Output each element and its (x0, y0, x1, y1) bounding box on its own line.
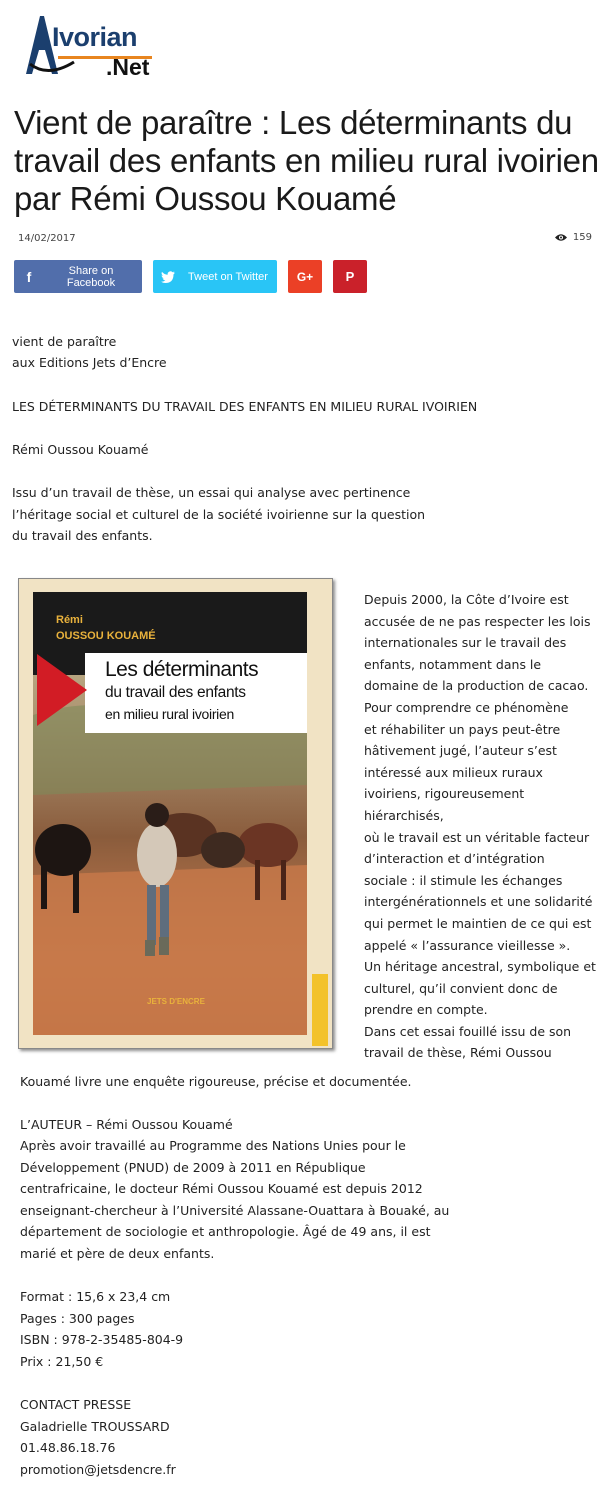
spec-isbn: ISBN : 978-2-35485-804-9 (20, 1332, 184, 1347)
share-facebook-button[interactable] (14, 260, 142, 293)
contact-phone: 01.48.86.18.76 (20, 1440, 116, 1455)
about-line: marié et père de deux enfants. (20, 1246, 215, 1261)
book-cover-image (18, 578, 333, 1049)
side-line: intergénérationnels et une solidarité (364, 894, 593, 910)
side-line: ivoiriens, rigoureusement (364, 786, 525, 802)
book-title-caps: LES DÉTERMINANTS DU TRAVAIL DES ENFANTS EN MILIEU RURAL IVOIRIEN (12, 399, 478, 414)
cover-title-line-3: en milieu rural ivoirien (105, 706, 234, 722)
author-name: Rémi Oussou Kouamé (12, 442, 149, 457)
cover-artwork (33, 592, 307, 1035)
intro-line-2: aux Editions Jets d’Encre (12, 355, 167, 370)
side-line: Un héritage ancestral, symbolique et (364, 959, 596, 975)
logo-wordmark: Ivorian (52, 22, 138, 52)
pinterest-icon: P (345, 269, 355, 284)
spec-price: Prix : 21,50 € (20, 1354, 104, 1369)
cover-title-line-1: Les déterminants (105, 658, 259, 681)
about-line: Après avoir travaillé au Programme des Nations Unies pour le (20, 1138, 406, 1153)
side-line: qui permet le maintien de ce qui est (364, 915, 592, 931)
side-line: enfants, notamment dans le (364, 656, 542, 672)
intro-line-1: vient de paraître (12, 334, 117, 349)
side-line: appelé « l’assurance vieillesse ». (364, 937, 571, 953)
cover-author-first: Rémi (56, 614, 83, 626)
summary-line-1: Issu d’un travail de thèse, un essai qui analyse avec pertinence (12, 485, 411, 500)
side-line: hiérarchisés, (364, 807, 444, 823)
side-line: Dans cet essai fouillé issu de son (364, 1023, 572, 1039)
cover-spine-strip (312, 974, 328, 1046)
spec-pages: Pages : 300 pages (20, 1311, 135, 1326)
twitter-icon (153, 271, 183, 283)
about-line: Développement (PNUD) de 2009 à 2011 en République (20, 1160, 366, 1175)
side-line: et réhabiliter un pays peut-être (364, 721, 561, 737)
contact-name: Galadrielle TROUSSARD (20, 1419, 170, 1434)
share-twitter-button[interactable] (153, 260, 277, 293)
logo-suffix: .Net (106, 54, 150, 80)
summary-line-2: l’héritage social et culturel de la société ivoirienne sur la question (12, 507, 426, 522)
about-heading: L’AUTEUR – Rémi Oussou Kouamé (20, 1117, 233, 1132)
side-line: internationales sur le travail des (364, 635, 567, 651)
eye-icon (554, 233, 568, 242)
side-line: culturel, qu’il convient donc de (364, 980, 558, 996)
article-title: Vient de paraître : Les déterminants du travail des enfants en milieu rural ivoirien par Rémi Oussou Kouamé (14, 104, 599, 217)
share-twitter-label: Tweet on Twitter (188, 270, 268, 283)
view-count (554, 232, 592, 243)
continuation-line: Kouamé livre une enquête rigoureuse, précise et documentée. (20, 1074, 412, 1089)
about-line: centrafricaine, le docteur Rémi Oussou Kouamé est depuis 2012 (20, 1181, 423, 1196)
side-line: d’interaction et d’intégration (364, 851, 545, 867)
contact-email[interactable]: promotion@jetsdencre.fr (20, 1462, 176, 1477)
summary-line-3: du travail des enfants. (12, 528, 153, 543)
spec-format: Format : 15,6 x 23,4 cm (20, 1289, 171, 1304)
contact-heading: CONTACT PRESSE (20, 1397, 132, 1412)
cover-title-line-2: du travail des enfants (105, 684, 246, 701)
side-line: hâtivement jugé, l’auteur s’est (364, 743, 557, 759)
cover-author-last: OUSSOU KOUAMÉ (56, 630, 156, 642)
googleplus-icon: G+ (296, 269, 314, 284)
share-pinterest-button[interactable] (333, 260, 367, 293)
cover-red-triangle (37, 654, 87, 726)
side-line: Pour comprendre ce phénomène (364, 699, 569, 715)
site-logo[interactable] (18, 12, 178, 84)
about-line: enseignant-chercheur à l’Université Alassane-Ouattara à Bouaké, au (20, 1203, 450, 1218)
side-line: travail de thèse, Rémi Oussou (364, 1045, 552, 1061)
side-line: prendre en compte. (364, 1002, 488, 1018)
share-googleplus-button[interactable] (288, 260, 322, 293)
side-line: accusée de ne pas respecter les lois (364, 613, 591, 629)
article-date: 14/02/2017 (18, 233, 76, 244)
side-line: domaine de la production de cacao. (364, 678, 589, 694)
side-line: où le travail est un véritable facteur (364, 829, 590, 845)
side-line: sociale : il stimule les échanges (364, 872, 563, 888)
side-line: Depuis 2000, la Côte d’Ivoire est (364, 592, 569, 607)
share-facebook-label: Share on Facebook (66, 264, 116, 289)
facebook-icon: f (26, 268, 32, 285)
about-line: département de sociologie et anthropologie. Âgé de 49 ans, il est (20, 1224, 431, 1239)
side-line: intéressé aux milieux ruraux (364, 764, 543, 780)
view-count-value: 159 (572, 232, 592, 243)
cover-side-text (364, 589, 600, 1064)
cover-publisher-logo: JETS D'ENCRE (147, 997, 205, 1006)
